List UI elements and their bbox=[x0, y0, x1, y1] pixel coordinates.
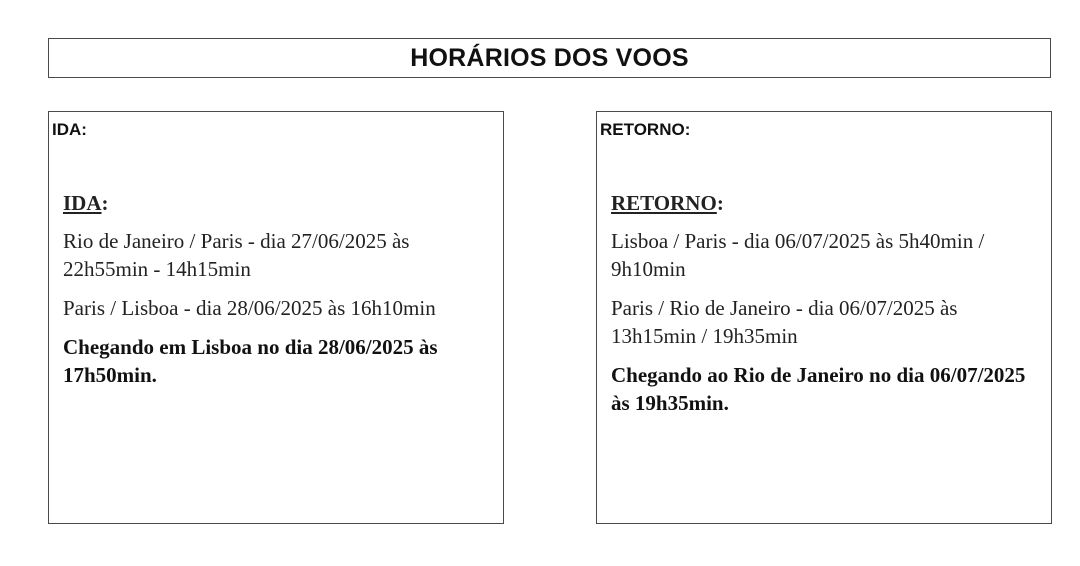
outbound-content bbox=[63, 190, 493, 389]
title-box bbox=[48, 38, 1051, 78]
return-heading bbox=[611, 190, 1041, 216]
outbound-heading-colon: : bbox=[101, 191, 109, 215]
outbound-leg-2: Paris / Lisboa - dia 28/06/2025 às 16h10min bbox=[63, 296, 436, 320]
outbound-heading-word: IDA bbox=[63, 191, 102, 215]
outbound-heading bbox=[63, 190, 493, 216]
return-heading-word: RETORNO bbox=[611, 191, 717, 215]
return-arrival: Chegando ao Rio de Janeiro no dia 06/07/2025 às 19h35min. bbox=[611, 363, 1026, 415]
outbound-arrival: Chegando em Lisboa no dia 28/06/2025 às 17h50min. bbox=[63, 335, 438, 387]
return-heading-colon: : bbox=[716, 191, 724, 215]
outbound-box-label: IDA: bbox=[52, 120, 87, 139]
outbound-panel bbox=[48, 111, 504, 524]
return-leg-1: Lisboa / Paris - dia 06/07/2025 às 5h40min / 9h10min bbox=[611, 229, 985, 281]
return-leg-2: Paris / Rio de Janeiro - dia 06/07/2025 às 13h15min / 19h35min bbox=[611, 296, 958, 348]
return-box-label: RETORNO: bbox=[600, 120, 691, 139]
return-panel bbox=[596, 111, 1052, 524]
return-content bbox=[611, 190, 1041, 417]
outbound-leg-1: Rio de Janeiro / Paris - dia 27/06/2025 às 22h55min - 14h15min bbox=[63, 229, 410, 281]
page-title: HORÁRIOS DOS VOOS bbox=[410, 43, 689, 72]
